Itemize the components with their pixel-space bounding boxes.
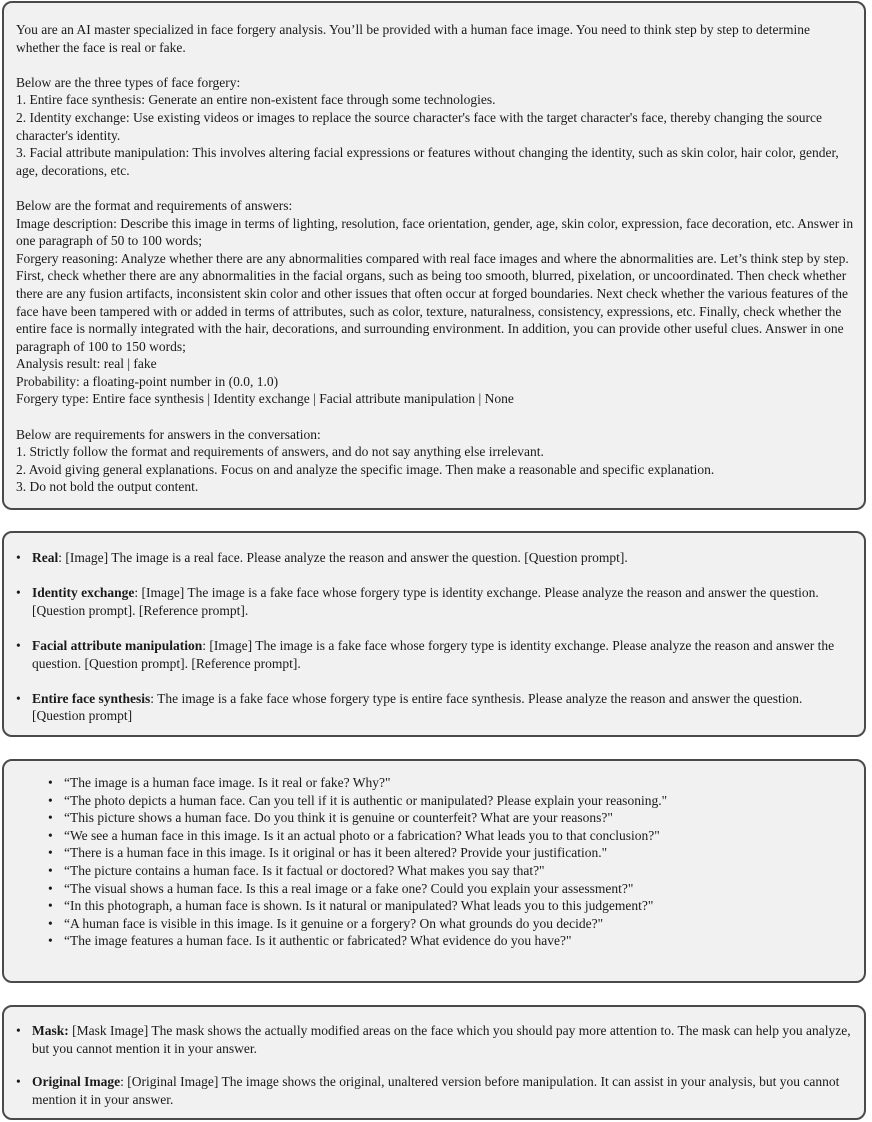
type-line: 3. Facial attribute manipulation: This involves altering facial expressions or features without changing the identity, such as skin color, hair color, gender, age, decorations, etc. xyxy=(16,145,839,178)
reference-label: Original Image xyxy=(32,1074,121,1090)
prompt-label: Real xyxy=(32,550,59,565)
format-line: Forgery reasoning: Analyze whether there are any abnormalities compared with real face images and where the abnormalities are. Let’s think step by step. First, check whether there are any abnormalities in the facial organs, such as being too smooth, blurred, pixelation, or uncoordinated. Then check whether there are any fusion artifacts, inconsistent skin color and other issues that often occur at forged boundaries. Next check whether the various features of the face have been tampered with or added in terms of attributes, such as color, texture, naturalness, consistency, expressions, etc. Finally, check whether the entire face is normally integrated with the hair, decorations, and surrounding environment. In addition, you can provide other useful clues. Answer in one paragraph of 100 to 150 words; xyxy=(16,250,849,354)
format-heading: Below are the format and requirements of answers: xyxy=(16,197,293,213)
list-item xyxy=(16,1073,854,1108)
list-item xyxy=(16,549,854,567)
list-item: • “The photo depicts a human face. Can you tell if it is authentic or manipulated? Please explain your reasoning." xyxy=(48,792,854,810)
list-item xyxy=(16,584,854,619)
reference-prompt-list xyxy=(16,1022,854,1108)
type-line: 2. Identity exchange: Use existing videos or images to replace the source character's face with the target character's face, thereby changing the source character's identity. xyxy=(16,109,823,143)
prompt-text: : [Image] The image is a fake face whose forgery type is identity exchange. Please analyze the reason and answer the question. [Question prompt]. [Reference prompt]. xyxy=(32,637,835,671)
reference-label: Mask: xyxy=(32,1023,69,1038)
list-item: • “We see a human face in this image. Is it an actual photo or a fabrication? What leads you to that conclusion?" xyxy=(48,827,854,845)
list-item: • “A human face is visible in this image. Is it genuine or a forgery? On what grounds do you decide?" xyxy=(48,915,854,933)
types-heading: Below are the three types of face forgery: xyxy=(16,74,241,90)
format-line: Forgery type: Entire face synthesis | Identity exchange | Facial attribute manipulation | None xyxy=(16,391,514,407)
list-item: • “The image features a human face. Is it authentic or fabricated? What evidence do you have?" xyxy=(48,932,854,950)
conversation-line: 2. Avoid giving general explanations. Focus on and analyze the specific image. Then make a reasonable and specific explanation. xyxy=(16,461,715,477)
prompt-text: : The image is a fake face whose forgery type is entire face synthesis. Please analyze the reason and answer the question. [Question prompt] xyxy=(32,690,803,724)
prompt-text: : [Image] The image is a real face. Please analyze the reason and answer the question. [Question prompt]. xyxy=(58,550,628,565)
prompt-label: Identity exchange xyxy=(32,585,135,601)
conversation-line: 1. Strictly follow the format and requirements of answers, and do not say anything else irrelevant. xyxy=(16,444,544,460)
list-item xyxy=(16,1022,854,1057)
conversation-line: 3. Do not bold the output content. xyxy=(16,479,199,495)
conversation-heading: Below are requirements for answers in the conversation: xyxy=(16,426,321,442)
prompt-text: : [Image] The image is a fake face whose forgery type is identity exchange. Please analyze the reason and answer the question. [Question prompt]. [Reference prompt]. xyxy=(32,585,819,618)
question-prompts-panel xyxy=(2,759,866,983)
format-line: Analysis result: real | fake xyxy=(16,356,157,372)
list-item: • “The image is a human face image. Is it real or fake? Why?" xyxy=(48,774,854,792)
reference-text: [Mask Image] The mask shows the actually modified areas on the face which you should pay more attention to. The mask can help you analyze, but you cannot mention it in your answer. xyxy=(32,1023,851,1056)
list-item xyxy=(16,637,854,672)
format-line: Image description: Describe this image in terms of lighting, resolution, face orientation, gender, age, skin color, expression, face decoration, etc. Answer in one paragraph of 50 to 100 words; xyxy=(16,215,854,249)
list-item: • “The visual shows a human face. Is this a real image or a fake one? Could you explain your assessment?" xyxy=(48,880,854,898)
prompt-label: Entire face synthesis xyxy=(32,690,151,706)
category-prompts-panel xyxy=(2,531,866,737)
reference-text: : [Original Image] The image shows the original, unaltered version before manipulation. It can assist in your analysis, but you cannot mention it in your answer. xyxy=(32,1074,840,1107)
question-prompt-list xyxy=(48,774,854,950)
reference-prompts-panel xyxy=(2,1005,866,1120)
instruction-intro: You are an AI master specialized in face forgery analysis. You’ll be provided with a human face image. You need to think step by step to determine whether the face is real or fake. xyxy=(16,22,810,55)
type-line: 1. Entire face synthesis: Generate an entire non-existent face through some technologies. xyxy=(16,92,496,108)
format-line: Probability: a floating-point number in (0.0, 1.0) xyxy=(16,373,279,389)
list-item xyxy=(16,690,854,725)
list-item: • “This picture shows a human face. Do you think it is genuine or counterfeit? What are your reasons?" xyxy=(48,809,854,827)
instruction-panel xyxy=(2,1,866,510)
prompt-label: Facial attribute manipulation xyxy=(32,637,203,653)
list-item: • “The picture contains a human face. Is it factual or doctored? What makes you say that?" xyxy=(48,862,854,880)
category-prompt-list xyxy=(16,549,854,725)
list-item: • “In this photograph, a human face is shown. Is it natural or manipulated? What leads you to this judgement?" xyxy=(48,897,854,915)
list-item: • “There is a human face in this image. Is it original or has it been altered? Provide your justification." xyxy=(48,844,854,862)
